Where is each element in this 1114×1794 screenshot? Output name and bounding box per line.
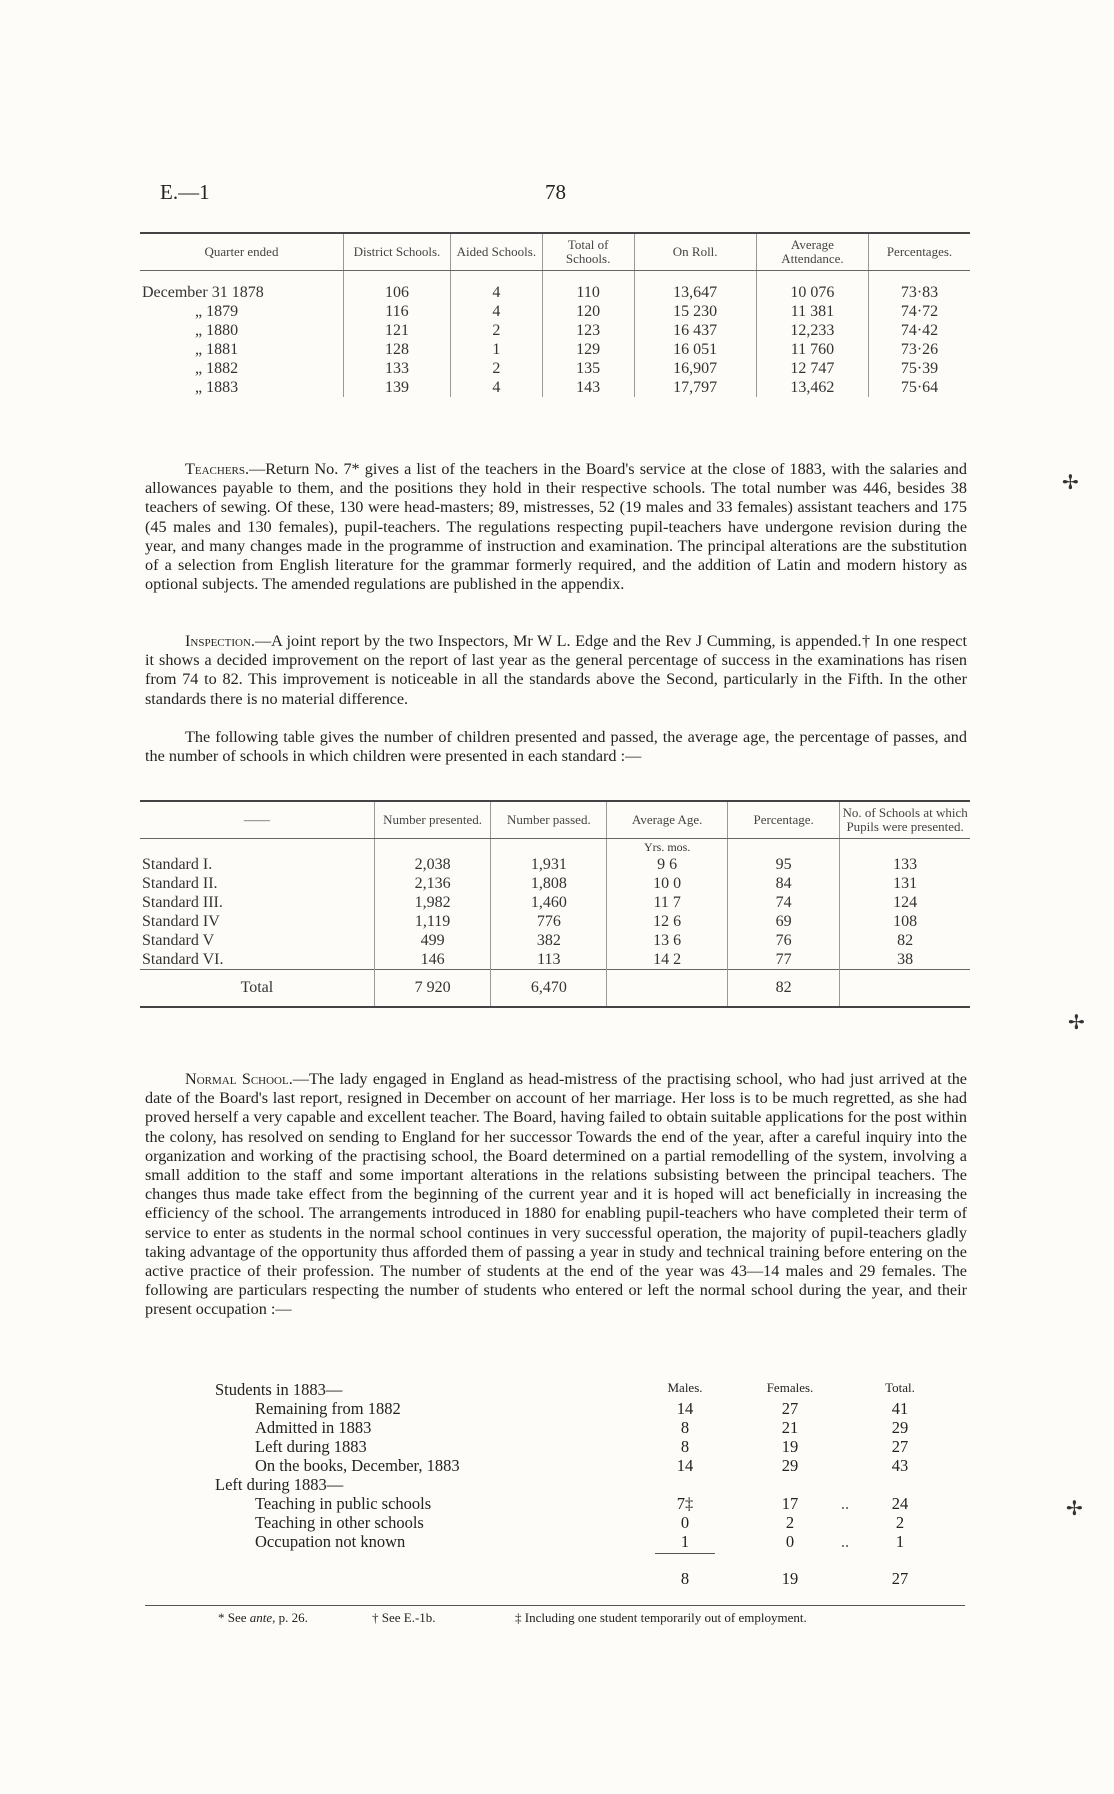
cell: 27	[891, 1437, 909, 1456]
cell: 74·72	[869, 302, 971, 321]
total-all: 27	[891, 1569, 909, 1588]
table-row	[140, 340, 970, 359]
page-number: 78	[545, 180, 566, 204]
teachers-text: —Return No. 7* gives a list of the teachers in the Board's service at the close of 1883, with the salaries and allowances payable to them, and the positions they hold in their respective schools. The total number was 446, besides 38 teachers of sewing. Of these, 130 were head-masters; 89, mistresses, 52 (19 males and 33 females) assistant teachers and 175 (45 males and 130 females), pupil-teachers. The regulations respecting pupil-teachers have undergone revision during the year, and many changes made in the programme of instruction and examination. The principal alterations are the substitution of a selection from English literature for the grammar formerly required, and the addition of Latin and modern history as optional subjects. The amended regulations are published in the appendix.	[145, 460, 967, 594]
cell: 75·64	[869, 378, 971, 397]
cell: 29	[891, 1418, 909, 1437]
cell: 11 7	[607, 893, 728, 912]
col-schools-presented: No. of Schools at which Pupils were presented.	[840, 801, 970, 839]
cell: 82	[840, 931, 970, 950]
footnote-dagger: † See E.-1b.	[372, 1610, 436, 1625]
normal-school-label: Normal School.	[185, 1070, 293, 1088]
col-on-roll: On Roll.	[634, 233, 756, 271]
cell: 776	[491, 912, 607, 931]
cell: 11 381	[756, 302, 868, 321]
cell: 106	[343, 283, 450, 302]
table-row	[140, 855, 970, 874]
cell: 2,136	[374, 874, 491, 893]
cell: 75·39	[869, 359, 971, 378]
cell: 12 747	[756, 359, 868, 378]
cell: 73·26	[869, 340, 971, 359]
total-males: 8	[680, 1569, 690, 1588]
cell: 8	[680, 1418, 690, 1437]
cell: Standard III.	[142, 893, 223, 911]
cell: 1,982	[374, 893, 491, 912]
cell: 2	[450, 359, 542, 378]
cell: 24	[891, 1494, 909, 1513]
table-row	[140, 893, 970, 912]
cell: Remaining from 1882	[255, 1399, 401, 1418]
cell: 120	[542, 302, 634, 321]
cell: 499	[374, 931, 491, 950]
cell: 1	[450, 340, 542, 359]
standards-header-row	[140, 801, 970, 839]
quarters-header-row	[140, 233, 970, 271]
col-total-schools: Total of Schools.	[542, 233, 634, 271]
left-during-heading: Left during 1883—	[215, 1475, 344, 1494]
cell: 16,907	[634, 359, 756, 378]
cell: 13,647	[634, 283, 756, 302]
quarters-table	[140, 232, 970, 397]
cell: 1,460	[491, 893, 607, 912]
col-average-attendance: Average Attendance.	[756, 233, 868, 271]
cell: 10 076	[756, 283, 868, 302]
margin-mark-icon: ✢	[1066, 1498, 1083, 1520]
cell: Standard I.	[142, 855, 213, 873]
cell: 73·83	[869, 283, 971, 302]
cell: 123	[542, 321, 634, 340]
cell: 74	[728, 893, 840, 912]
cell: 143	[542, 378, 634, 397]
cell: „ 1879	[195, 302, 239, 320]
cell: „ 1880	[195, 321, 239, 339]
cell: 10 0	[607, 874, 728, 893]
document-code: E.—1	[160, 180, 210, 204]
students-table	[215, 1380, 935, 1588]
cell: 1,119	[374, 912, 491, 931]
cell: 15 230	[634, 302, 756, 321]
table-row	[215, 1399, 935, 1418]
teachers-label: Teachers.	[185, 460, 250, 478]
total-presented: 7 920	[374, 970, 491, 1008]
footnote-star-tail: , p. 26.	[272, 1610, 308, 1625]
cell: 139	[343, 378, 450, 397]
normal-school-text: —The lady engaged in England as head-mistress of the practising school, who had just arrived at the date of the Board's last report, resigned in December on account of her marriage. Her loss is to be much regretted, as she had proved herself a very capable and excellent teacher. The Board, having failed to obtain suitable applications for the post within the colony, has resolved on sending to England for her successor Towards the end of the year, after a careful inquiry into the organization and working of the practising school, the Board determined on a partial remodelling of the system, involving a small addition to the staff and some important alterations in the relations subsisting between the principal teachers. The changes thus made take effect from the beginning of the current year and it is hoped will act beneficially in increasing the efficiency of the school. The arrangements introduced in 1880 for enabling pupil-teachers who have completed their term of service to enter as students in the normal school continues in very successful operation, the majority of pupil-teachers gladly taking advantage of the opportunity thus afforded them of passing a year in study and technical training before entering on the active practice of their profession. The number of students at the end of the year was 43—14 males and 29 females. The following are particulars respecting the number of students who entered or left the normal school during the year, and their present occupation :—	[145, 1070, 967, 1319]
table-row	[140, 912, 970, 931]
cell: Standard IV	[142, 912, 220, 930]
inspection-paragraph	[145, 632, 967, 709]
table-row	[140, 302, 970, 321]
table-row	[140, 378, 970, 397]
footnote-rule	[145, 1605, 965, 1606]
cell: 84	[728, 874, 840, 893]
cell: 2,038	[374, 855, 491, 874]
cell: 1	[680, 1532, 690, 1551]
cell: 4	[450, 378, 542, 397]
table-row	[140, 321, 970, 340]
cell: 8	[680, 1437, 690, 1456]
footnote-double-dagger: ‡ Including one student temporarily out of employment.	[515, 1610, 807, 1625]
leader-dots: ..	[840, 1494, 850, 1513]
students-header-row	[215, 1380, 935, 1399]
cell: 0	[680, 1513, 690, 1532]
cell: 131	[840, 874, 970, 893]
margin-mark-icon: ✢	[1068, 1012, 1085, 1034]
cell: December 31 1878	[142, 283, 264, 301]
footnote-star	[218, 1610, 308, 1626]
cell: 41	[891, 1399, 909, 1418]
table-row	[215, 1437, 935, 1456]
table-row	[140, 283, 970, 302]
col-average-age: Average Age.	[607, 801, 728, 839]
following-paragraph: The following table gives the number of children presented and passed, the average age, the percentage of passes, and the number of schools in which children were presented in each standard :—	[145, 728, 967, 766]
normal-school-paragraph	[145, 1070, 967, 1320]
col-quarter-ended: Quarter ended	[140, 233, 343, 271]
females-heading: Females.	[766, 1380, 814, 1395]
cell: Teaching in public schools	[255, 1494, 432, 1513]
table-row	[215, 1494, 935, 1513]
males-heading: Males.	[667, 1380, 703, 1395]
cell: 121	[343, 321, 450, 340]
cell: 110	[542, 283, 634, 302]
cell: 146	[374, 950, 491, 970]
cell: 14 2	[607, 950, 728, 970]
cell: 4	[450, 283, 542, 302]
cell: 2	[785, 1513, 795, 1532]
col-number-passed: Number passed.	[491, 801, 607, 839]
table-row	[140, 950, 970, 970]
cell: 43	[891, 1456, 909, 1475]
cell: Left during 1883	[255, 1437, 367, 1456]
total-row	[140, 970, 970, 1008]
cell: „ 1881	[195, 340, 239, 358]
cell: 74·42	[869, 321, 971, 340]
cell: 29	[781, 1456, 799, 1475]
cell: 9 6	[607, 855, 728, 874]
table-row	[215, 1513, 935, 1532]
section-heading-row	[215, 1475, 935, 1494]
table-row	[140, 874, 970, 893]
cell: 13,462	[756, 378, 868, 397]
cell: 13 6	[607, 931, 728, 950]
col-aided-schools: Aided Schools.	[450, 233, 542, 271]
cell: 77	[728, 950, 840, 970]
table-row	[215, 1532, 935, 1551]
cell: Standard VI.	[142, 950, 224, 968]
cell: 0	[785, 1532, 795, 1551]
total-passed: 6,470	[491, 970, 607, 1008]
cell: 12,233	[756, 321, 868, 340]
col-district-schools: District Schools.	[343, 233, 450, 271]
cell: „ 1882	[195, 359, 239, 377]
teachers-paragraph	[145, 460, 967, 594]
cell: 108	[840, 912, 970, 931]
table-row	[140, 359, 970, 378]
total-percentage: 82	[728, 970, 840, 1008]
table-row	[215, 1456, 935, 1475]
cell: 95	[728, 855, 840, 874]
cell: 4	[450, 302, 542, 321]
total-females: 19	[781, 1569, 799, 1588]
cell: 38	[840, 950, 970, 970]
cell: 128	[343, 340, 450, 359]
cell: 19	[781, 1437, 799, 1456]
cell: 116	[343, 302, 450, 321]
sum-rule	[655, 1553, 715, 1554]
cell: 27	[781, 1399, 799, 1418]
cell: Teaching in other schools	[255, 1513, 424, 1532]
cell: 1,808	[491, 874, 607, 893]
cell: Admitted in 1883	[255, 1418, 372, 1437]
cell: 1	[895, 1532, 905, 1551]
leader-dots: ..	[840, 1532, 850, 1551]
totals-row	[215, 1569, 935, 1588]
col-number-presented: Number presented.	[374, 801, 491, 839]
cell: 2	[895, 1513, 905, 1532]
cell: 7‡	[676, 1494, 694, 1513]
total-heading: Total.	[885, 1380, 915, 1395]
inspection-label: Inspection.	[185, 632, 255, 650]
col-percentages: Percentages.	[869, 233, 971, 271]
table-row	[215, 1418, 935, 1437]
margin-mark-icon: ✢	[1062, 472, 1079, 494]
cell: 21	[781, 1418, 799, 1437]
cell: On the books, December, 1883	[255, 1456, 460, 1475]
cell: Standard II.	[142, 874, 218, 892]
inspection-text: —A joint report by the two Inspectors, Mr W L. Edge and the Rev J Cumming, is appended.† In one respect it shows a decided improvement on the report of last year as the general percentage of success in the examinations has risen from 74 to 82. This improvement is noticeable in all the standards above the Second, particularly in the Fifth. In the other standards there is no material difference.	[145, 632, 967, 708]
cell: 16 437	[634, 321, 756, 340]
cell: 17,797	[634, 378, 756, 397]
cell: 129	[542, 340, 634, 359]
col-blank: ——	[140, 801, 374, 839]
standards-table	[140, 800, 970, 1008]
footnote-star-prefix: * See	[218, 1610, 247, 1625]
cell: 12 6	[607, 912, 728, 931]
footnote-star-ref: ante	[249, 1610, 273, 1625]
students-1883-heading: Students in 1883—	[215, 1380, 343, 1399]
cell: 2	[450, 321, 542, 340]
cell: Standard V	[142, 931, 215, 949]
cell: 124	[840, 893, 970, 912]
cell: 1,931	[491, 855, 607, 874]
cell: 11 760	[756, 340, 868, 359]
total-label: Total	[140, 970, 374, 1008]
cell: 69	[728, 912, 840, 931]
cell: 382	[491, 931, 607, 950]
cell: 133	[840, 855, 970, 874]
age-units: Yrs. mos.	[607, 839, 728, 856]
cell: 76	[728, 931, 840, 950]
cell: 14	[676, 1456, 694, 1475]
table-row	[140, 931, 970, 950]
cell: 113	[491, 950, 607, 970]
cell: „ 1883	[195, 378, 239, 396]
cell: 14	[676, 1399, 694, 1418]
cell: 135	[542, 359, 634, 378]
cell: 133	[343, 359, 450, 378]
col-percentage: Percentage.	[728, 801, 840, 839]
cell: Occupation not known	[255, 1532, 406, 1551]
cell: 17	[781, 1494, 799, 1513]
cell: 16 051	[634, 340, 756, 359]
